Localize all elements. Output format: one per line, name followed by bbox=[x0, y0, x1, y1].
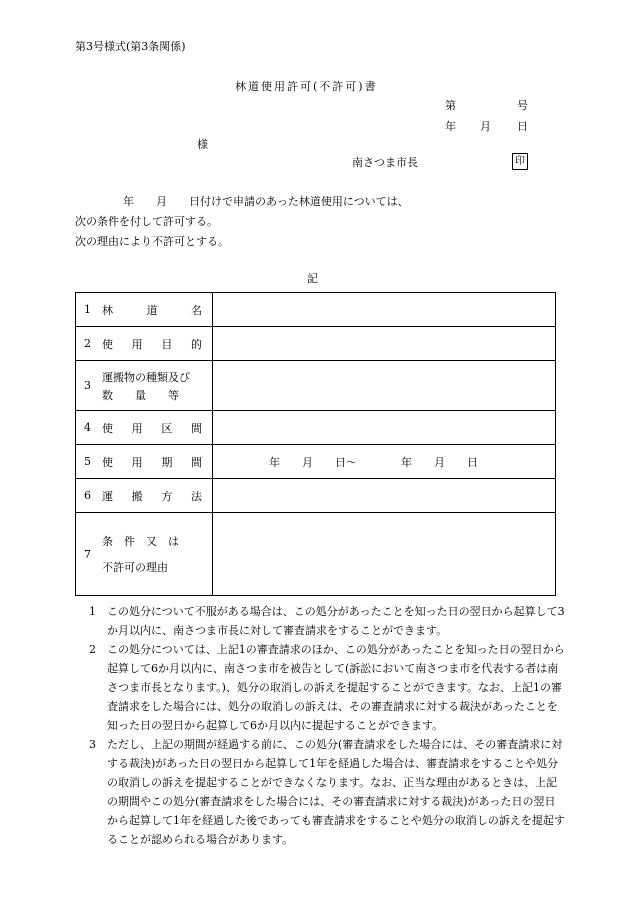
body-line-2: 次の条件を付して許可する。 bbox=[75, 215, 218, 228]
ki-heading: 記 bbox=[307, 272, 318, 285]
issuer-name: 南さつま市長 bbox=[352, 156, 418, 169]
row-label: 7 条 件 又 は 不許可の理由 bbox=[76, 513, 213, 596]
row-label: 6 運 搬 方 法 bbox=[76, 479, 213, 513]
row-label: 5 使 用 期 間 bbox=[76, 445, 213, 479]
period-value: 年 月 日〜 年 月 日 bbox=[269, 455, 478, 469]
seal-mark: 印 bbox=[512, 153, 528, 170]
document-title: 林道使用許可(不許可)書 bbox=[235, 80, 378, 93]
body-line-3: 次の理由により不許可とする。 bbox=[75, 235, 229, 248]
date-year: 年 bbox=[445, 120, 456, 133]
row-value[interactable] bbox=[213, 411, 556, 445]
table-row bbox=[76, 293, 556, 327]
addressee-suffix: 様 bbox=[197, 138, 208, 151]
row-label: 4 使 用 区 間 bbox=[76, 411, 213, 445]
usage-table bbox=[75, 292, 556, 596]
notes-list bbox=[75, 602, 565, 849]
table-row bbox=[76, 479, 556, 513]
row-value[interactable] bbox=[213, 361, 556, 411]
row-value[interactable] bbox=[213, 479, 556, 513]
table-row bbox=[76, 411, 556, 445]
table-row bbox=[76, 513, 556, 596]
body-line-1: 年 月 日付けで申請のあった林道使用については、 bbox=[123, 195, 409, 208]
row-value[interactable] bbox=[213, 327, 556, 361]
note-item: 2 この処分については、上記1の審査請求のほか、この処分があったことを知った日の翌日から起算して6か月以内に、南さつま市を被告として(訴訟において南さつま市を代表する者は南さつま市長となります。)、処分の取消しの訴えを提起することができます。なお、上記1の審査請求をした場合には、処分の取消しの訴えは、その審査請求に対する裁決があったことを知った日の翌日から起算して6か月以内に提起することができます。 bbox=[89, 643, 565, 732]
row-value[interactable] bbox=[213, 293, 556, 327]
number-prefix: 第 bbox=[445, 99, 456, 112]
row-value[interactable] bbox=[213, 513, 556, 596]
row-label: 1 林 道 名 bbox=[76, 293, 213, 327]
note-item: 3 ただし、上記の期間が経過する前に、この処分(審査請求をした場合には、その審査請求に対する裁決)があった日の翌日から起算して1年を経過した場合は、審査請求をすることや処分の取消しの訴えを提起することができなくなります。なお、正当な理由があるときは、上記の期間やこの処分(審査請求をした場合には、その審査請求に対する裁決)があった日の翌日から起算して1年を経過した後であっても審査請求をすることや処分の取消しの訴えを提起することが認められる場合があります。 bbox=[89, 738, 565, 846]
date-month: 月 bbox=[480, 120, 491, 133]
number-suffix: 号 bbox=[517, 99, 528, 112]
table-row bbox=[76, 327, 556, 361]
row-value[interactable] bbox=[213, 445, 556, 479]
table-row bbox=[76, 445, 556, 479]
form-number: 第3号様式(第3条関係) bbox=[75, 40, 186, 53]
date-day: 日 bbox=[517, 120, 528, 133]
table-row bbox=[76, 361, 556, 411]
row-label: 3 運搬物の種類及び 数 量 等 bbox=[76, 361, 213, 411]
row-label: 2 使 用 目 的 bbox=[76, 327, 213, 361]
note-item: 1 この処分について不服がある場合は、この処分があったことを知った日の翌日から起算して3か月以内に、南さつま市長に対して審査請求をすることができます。 bbox=[89, 605, 565, 637]
